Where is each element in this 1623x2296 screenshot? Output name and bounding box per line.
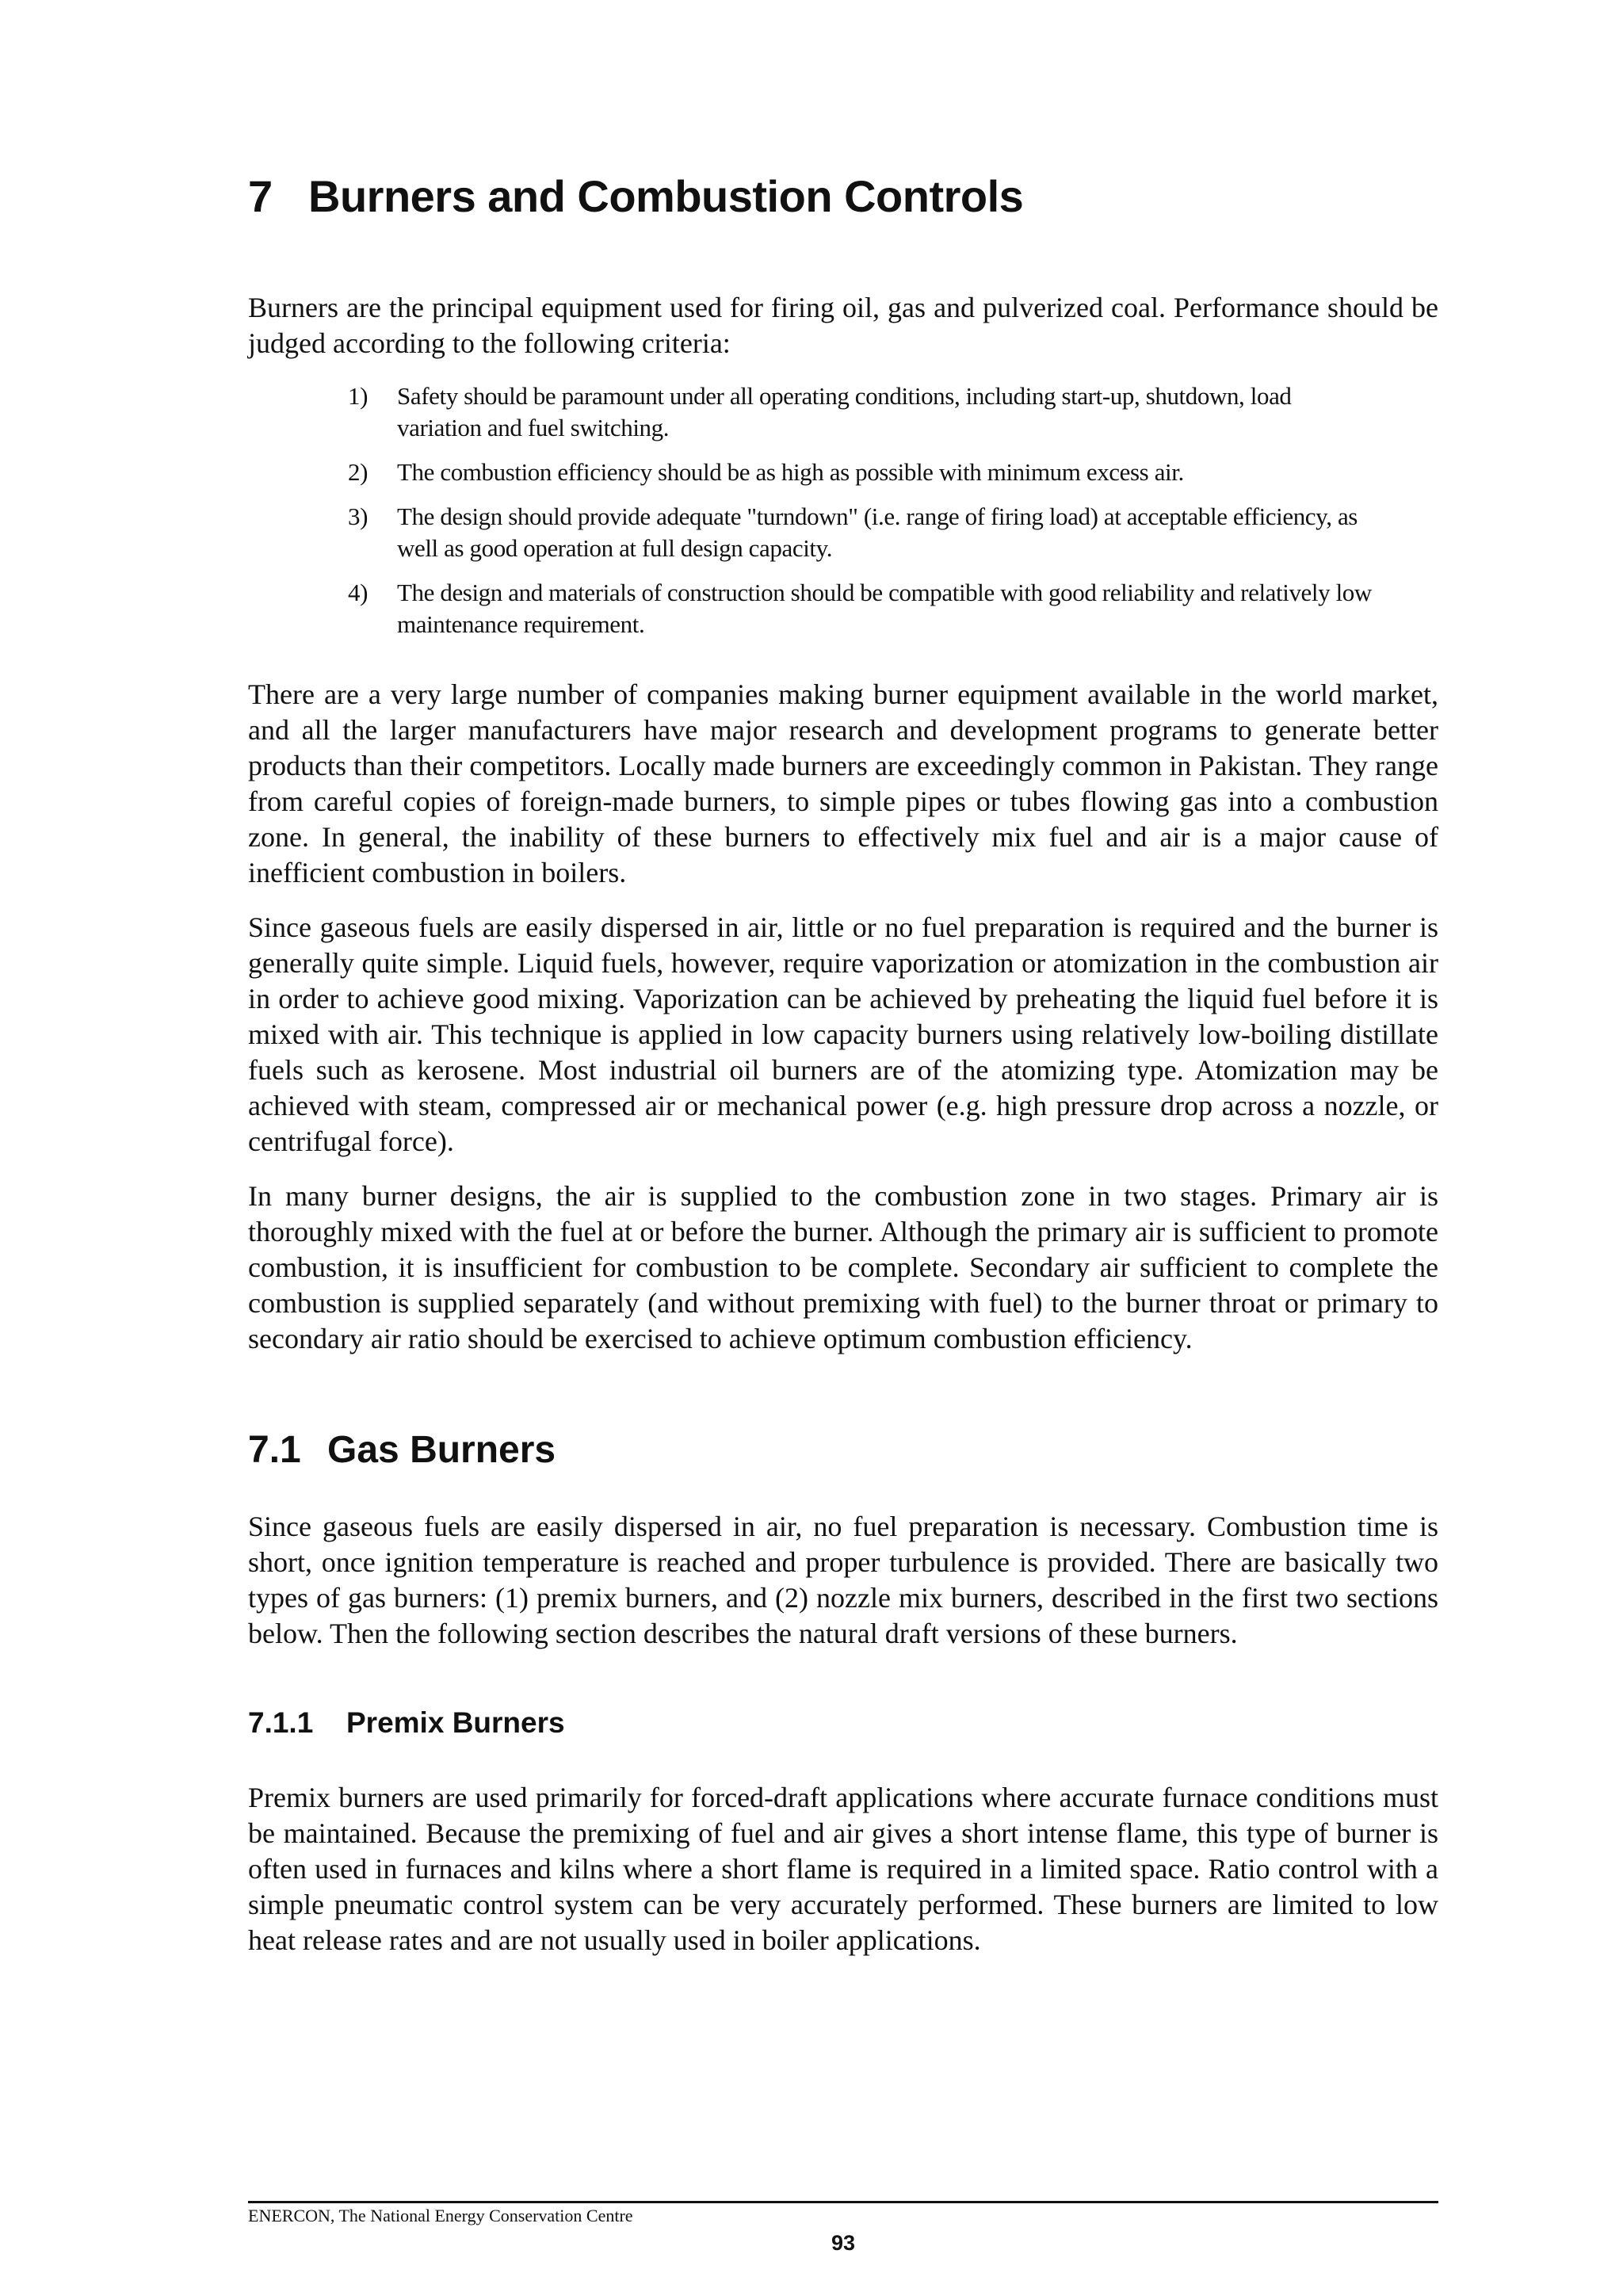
list-item	[348, 577, 1372, 640]
section-7-1-1-paragraph: Premix burners are used primarily for forced-draft applications where accurate furnace conditions must be maintained. Because the premixing of fuel and air gives a short intense flame, this type of burner is often used in furnaces and kilns where a short flame is required in a limited space. Ratio control with a simple pneumatic control system can be very accurately performed. These burners are limited to low heat release rates and are not usually used in boiler applications.	[248, 1782, 1438, 1956]
chapter-heading	[248, 166, 1438, 227]
chapter-title: Burners and Combustion Controls	[308, 171, 1024, 221]
section-7-1-paragraph: Since gaseous fuels are easily dispersed in air, no fuel preparation is necessary. Combustion time is short, once ignition temperature is reached and proper turbulence is provided. There are basically two types of gas burners: (1) premix burners, and (2) nozzle mix burners, described in the first two sections below. Then the following section describes the natural draft versions of these burners.	[248, 1511, 1438, 1649]
subsection-heading-7-1-1	[248, 1704, 1438, 1742]
intro-paragraph: Burners are the principal equipment used for firing oil, gas and pulverized coal. Performance should be judged according to the following criteria:	[248, 292, 1438, 359]
body-paragraph: Since gaseous fuels are easily dispersed in air, little or no fuel preparation is required and the burner is generally quite simple. Liquid fuels, however, require vaporization or atomization in the combustion air in order to achieve good mixing. Vaporization can be achieved by preheating the liquid fuel before it is mixed with air. This technique is applied in low capacity burners using relatively low-boiling distillate fuels such as kerosene. Most industrial oil burners are of the atomizing type. Atomization may be achieved with steam, compressed air or mechanical power (e.g. high pressure drop across a nozzle, or centrifugal force).	[248, 911, 1438, 1157]
list-marker: 2)	[348, 458, 369, 486]
page-footer	[248, 2201, 1438, 2255]
list-marker: 1)	[348, 382, 369, 410]
list-item-text: Safety should be paramount under all operating conditions, including start-up, shutdown, load variation and fuel switching.	[397, 382, 1292, 441]
section-heading-7-1	[248, 1427, 1438, 1474]
section-title: Gas Burners	[327, 1429, 556, 1471]
list-marker: 3)	[348, 502, 369, 530]
body-paragraph: There are a very large number of companies making burner equipment available in the world market, and all the larger manufacturers have major research and development programs to generate better products than their competitors. Locally made burners are exceedingly common in Pakistan. They range from careful copies of foreign-made burners, to simple pipes or tubes flowing gas into a combustion zone. In general, the inability of these burners to effectively mix fuel and air is a major cause of inefficient combustion in boilers.	[248, 678, 1438, 888]
footer-rule	[248, 2201, 1438, 2203]
subsection-title: Premix Burners	[346, 1706, 565, 1739]
subsection-number: 7.1.1	[248, 1706, 314, 1739]
section-number: 7.1	[248, 1429, 301, 1471]
body-paragraph: In many burner designs, the air is supplied to the combustion zone in two stages. Primary air is thoroughly mixed with the fuel at or before the burner. Although the primary air is sufficient to promote combustion, it is insufficient for combustion to be complete. Secondary air sufficient to complete the combustion is supplied separately (and without premixing with fuel) to the burner throat or primary to secondary air ratio should be exercised to achieve optimum combustion efficiency.	[248, 1180, 1438, 1354]
criteria-list	[248, 380, 1372, 640]
list-item-text: The design should provide adequate "turndown" (i.e. range of firing load) at acceptable efficiency, as well as good operation at full design capacity.	[397, 502, 1358, 562]
list-item	[348, 501, 1372, 564]
list-item	[348, 457, 1372, 488]
page-content	[248, 166, 1438, 1977]
list-item	[348, 380, 1372, 444]
page-number: 93	[831, 2231, 856, 2255]
chapter-number: 7	[248, 171, 273, 221]
list-marker: 4)	[348, 579, 369, 606]
list-item-text: The combustion efficiency should be as high as possible with minimum excess air.	[397, 458, 1184, 486]
list-item-text: The design and materials of construction should be compatible with good reliability and relatively low maintenance requirement.	[397, 579, 1372, 638]
footer-organization: ENERCON, The National Energy Conservation Centre	[248, 2206, 633, 2225]
